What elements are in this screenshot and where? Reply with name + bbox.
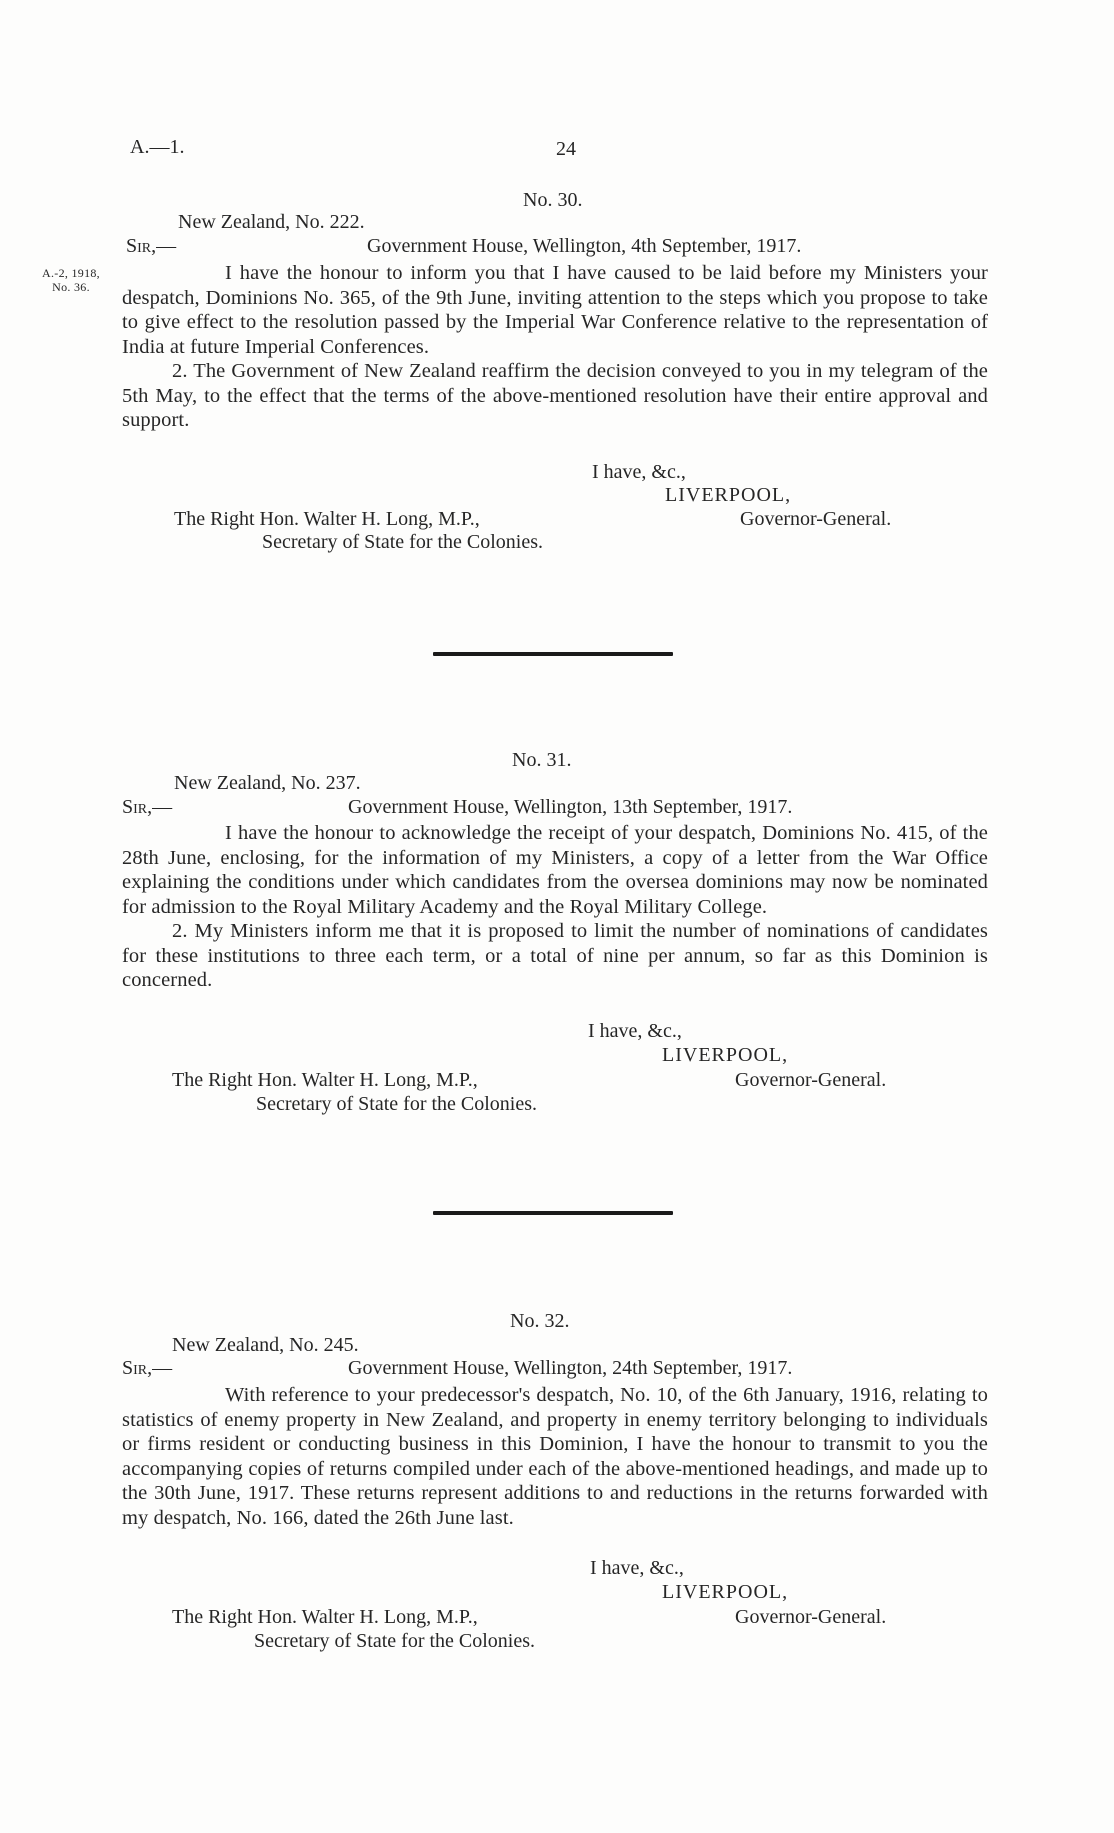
letter-number: No. 30. bbox=[523, 189, 583, 211]
letter-address: Government House, Wellington, 24th September, 1917. bbox=[348, 1357, 793, 1379]
recipient-name: The Right Hon. Walter H. Long, M.P., bbox=[172, 1069, 478, 1091]
paragraph: 2. The Government of New Zealand reaffirm the decision conveyed to you in my telegram of the 5th May, to the effect that the terms of the above-mentioned resolution have their entire approval and support. bbox=[122, 360, 988, 431]
letter-body bbox=[122, 261, 988, 433]
closing: I have, &c., bbox=[592, 461, 686, 483]
section-divider bbox=[433, 652, 673, 656]
section-divider bbox=[433, 1211, 673, 1215]
letter-body bbox=[122, 821, 988, 993]
paragraph: With reference to your predecessor's despatch, No. 10, of the 6th January, 1916, relating to statistics of enemy property in New Zealand, and property in enemy territory belonging to individuals or firms resident or conducting business in this Dominion, I have the honour to transmit to you the accompanying copies of returns compiled under each of the above-mentioned headings, and made up to the 30th June, 1917. These returns represent additions to and reductions in the returns forwarded with my despatch, No. 166, dated the 26th June last. bbox=[122, 1384, 988, 1529]
closing: I have, &c., bbox=[588, 1020, 682, 1042]
paragraph: I have the honour to inform you that I have caused to be laid before my Ministers your despatch, Dominions No. 365, of the 9th June, inviting attention to the steps which you propose to take to give effect to the resolution passed by the Imperial War Conference relative to the representation of India at future Imperial Conferences. bbox=[122, 262, 988, 358]
signatory: LIVERPOOL, bbox=[662, 1581, 789, 1603]
signatory-title: Governor-General. bbox=[740, 508, 892, 530]
salutation: Sir,— bbox=[122, 1357, 173, 1379]
letter-address: Government House, Wellington, 4th September, 1917. bbox=[367, 235, 802, 257]
letter-address: Government House, Wellington, 13th September, 1917. bbox=[348, 796, 793, 818]
salutation: Sir,— bbox=[126, 235, 177, 257]
margin-note: A.-2, 1918, No. 36. bbox=[42, 266, 100, 294]
signatory: LIVERPOOL, bbox=[665, 484, 792, 506]
paragraph: I have the honour to acknowledge the receipt of your despatch, Dominions No. 415, of the 28th June, enclosing, for the information of my Ministers, a copy of a letter from the War Office explaining the conditions under which candidates from the oversea dominions may now be nominated for admission to the Royal Military Academy and the Royal Military College. bbox=[122, 822, 988, 918]
recipient-title: Secretary of State for the Colonies. bbox=[256, 1093, 538, 1115]
closing: I have, &c., bbox=[590, 1557, 684, 1579]
page-section-code: A.—1. bbox=[130, 136, 185, 158]
letter-reference: New Zealand, No. 245. bbox=[172, 1334, 359, 1356]
letter-body bbox=[122, 1383, 988, 1530]
paragraph: 2. My Ministers inform me that it is proposed to limit the number of nominations of candidates for these institutions to three each term, or a total of nine per annum, so far as this Dominion is concerned. bbox=[122, 920, 988, 991]
signatory: LIVERPOOL, bbox=[662, 1044, 789, 1066]
recipient-name: The Right Hon. Walter H. Long, M.P., bbox=[172, 1606, 478, 1628]
signatory-title: Governor-General. bbox=[735, 1606, 887, 1628]
recipient-name: The Right Hon. Walter H. Long, M.P., bbox=[174, 508, 480, 530]
page-number: 24 bbox=[556, 138, 576, 160]
signatory-title: Governor-General. bbox=[735, 1069, 887, 1091]
recipient-title: Secretary of State for the Colonies. bbox=[262, 531, 544, 553]
letter-reference: New Zealand, No. 237. bbox=[174, 772, 361, 794]
letter-number: No. 31. bbox=[512, 749, 572, 771]
letter-reference: New Zealand, No. 222. bbox=[178, 211, 365, 233]
salutation: Sir,— bbox=[122, 796, 173, 818]
letter-number: No. 32. bbox=[510, 1310, 570, 1332]
recipient-title: Secretary of State for the Colonies. bbox=[254, 1630, 536, 1652]
